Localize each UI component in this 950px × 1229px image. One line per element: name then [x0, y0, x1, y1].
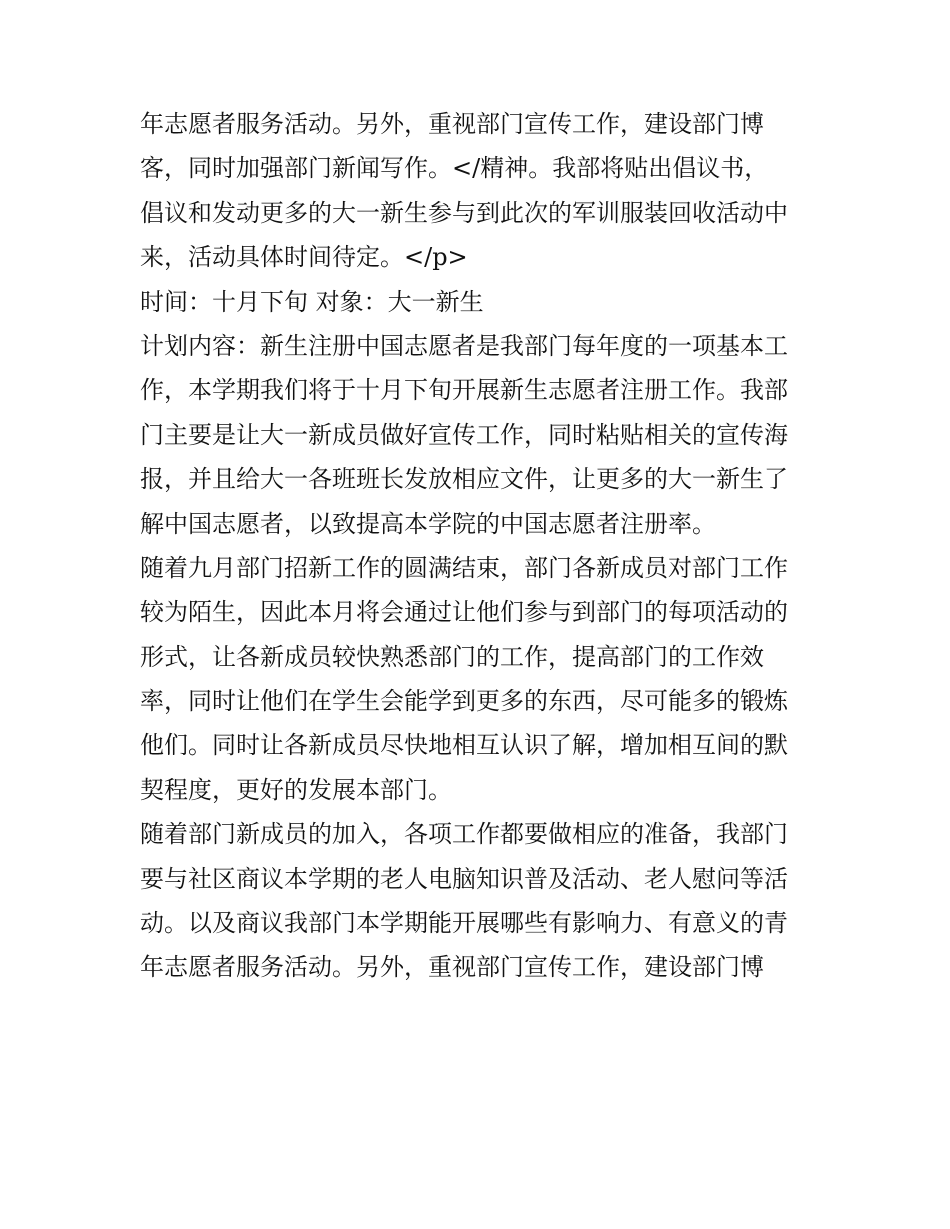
text-line: 随着九月部门招新工作的圆满结束，部门各新成员对部门工作: [140, 553, 788, 582]
text-line: 作，本学期我们将于十月下旬开展新生志愿者注册工作。我部: [140, 376, 788, 405]
text-line: 报，并且给大一各班班长发放相应文件，让更多的大一新生了: [140, 465, 788, 494]
document-body: [140, 102, 820, 990]
text-line: 形式，让各新成员较快熟悉部门的工作，提高部门的工作效: [140, 642, 764, 671]
text-line: 契程度，更好的发展本部门。: [140, 775, 452, 804]
text-line: 倡议和发动更多的大一新生参与到此次的军训服装回收活动中: [140, 198, 788, 227]
text-line: 时间：十月下旬 对象：大一新生: [140, 287, 484, 316]
text-line: 年志愿者服务活动。另外，重视部门宣传工作，建设部门博: [140, 110, 764, 138]
text-line: 客，同时加强部门新闻写作。</精神。我部将贴出倡议书，: [140, 154, 769, 183]
text-line: 率，同时让他们在学生会能学到更多的东西，尽可能多的锻炼: [140, 687, 788, 716]
text-line: 动。以及商议我部门本学期能开展哪些有影响力、有意义的青: [140, 909, 788, 938]
text-line: 年志愿者服务活动。另外，重视部门宣传工作，建设部门博: [140, 953, 764, 982]
text-line: 计划内容：新生注册中国志愿者是我部门每年度的一项基本工: [140, 331, 788, 360]
text-line: 较为陌生，因此本月将会通过让他们参与到部门的每项活动的: [140, 598, 788, 627]
text-line: 门主要是让大一新成员做好宣传工作，同时粘贴相关的宣传海: [140, 420, 788, 449]
text-line: 要与社区商议本学期的老人电脑知识普及活动、老人慰问等活: [140, 864, 788, 893]
text-line: 解中国志愿者，以致提高本学院的中国志愿者注册率。: [140, 509, 716, 538]
text-line: 他们。同时让各新成员尽快地相互认识了解，增加相互间的默: [140, 731, 788, 760]
text-line: 来，活动具体时间待定。</p>: [140, 243, 468, 272]
text-line: 随着部门新成员的加入，各项工作都要做相应的准备，我部门: [140, 820, 788, 849]
